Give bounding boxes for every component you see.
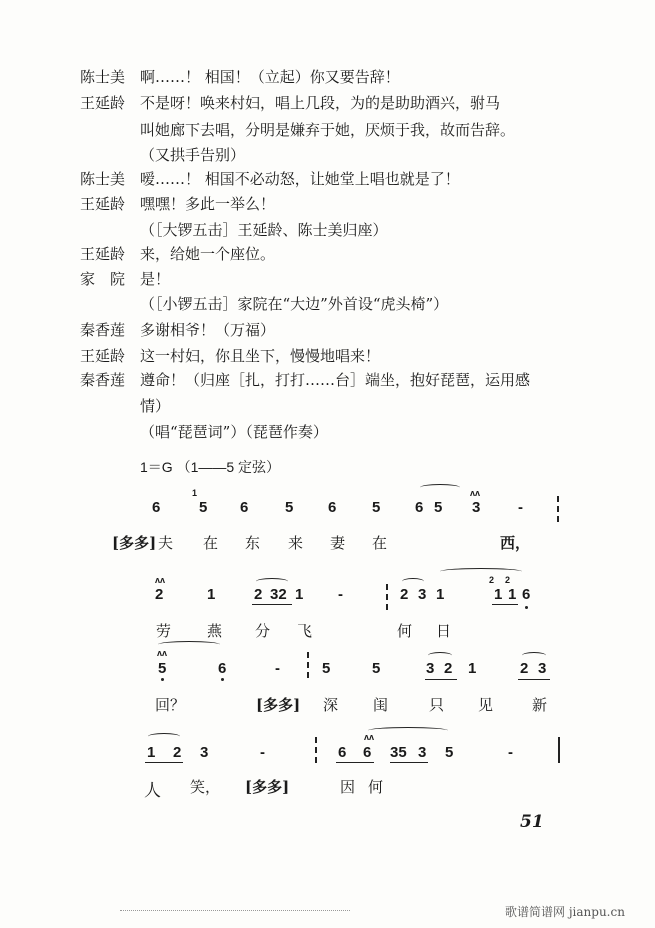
note: 2 (520, 660, 529, 677)
lyric: 来 (288, 534, 304, 552)
slur (522, 652, 546, 659)
speaker-name: 秦香莲 (80, 371, 126, 389)
lyric: 闺 (373, 696, 389, 714)
barline (558, 737, 560, 763)
barline (307, 652, 309, 678)
note: 2 (173, 744, 182, 761)
lyric: 夫 (158, 534, 174, 552)
low-octave-dot (161, 678, 164, 681)
dialogue-text: 嘿嘿！多此一举么！ (140, 195, 276, 213)
speaker-name: 王延龄 (80, 347, 126, 365)
lyric: 在 (372, 534, 388, 552)
speaker-name: 陈士美 (80, 170, 126, 188)
note: 35 (390, 744, 407, 761)
trill-mark: ʌʌ (157, 648, 168, 658)
slur (402, 578, 424, 585)
note: 3 (418, 586, 427, 603)
lyric: [多多] (112, 534, 157, 552)
dialogue-text: 嗳……！ 相国不必动怒，让她堂上唱也就是了！ (140, 170, 460, 188)
lyric: 日 (436, 622, 452, 640)
lyric: 何 (397, 622, 413, 640)
slur (158, 641, 220, 648)
note: 3 (200, 744, 209, 761)
note: 3 (472, 499, 481, 516)
dialogue-text: 遵命！（归座［扎，打打……台］端坐，抱好琵琶，运用感 (140, 371, 531, 389)
dialogue-text: （唱“琵琶词”）（琵琶作奏） (140, 423, 328, 441)
note: 6 (218, 660, 227, 677)
dialogue-text: （［小锣五击］家院在“大边”外首设“虎头椅”） (140, 295, 449, 313)
note: 2 (400, 586, 409, 603)
low-octave-dot (221, 678, 224, 681)
speaker-name: 王延龄 (80, 245, 126, 263)
dialogue-text: 多谢相爷！（万福） (140, 321, 276, 339)
note: 1 (436, 586, 445, 603)
dialogue-text: （又拱手告别） (140, 146, 246, 164)
underline (518, 679, 550, 680)
trill-mark: ʌʌ (470, 488, 481, 498)
dialogue-text: 叫她廊下去唱，分明是嫌弃于她，厌烦于我，故而告辞。 (140, 121, 516, 139)
underline (145, 762, 183, 763)
note: 2 (254, 586, 263, 603)
dash: - (260, 744, 265, 761)
speaker-name: 家 院 (80, 270, 126, 288)
dash: - (508, 744, 513, 761)
low-octave-dot (525, 606, 528, 609)
note: 6 (363, 744, 372, 761)
note: 3 (426, 660, 435, 677)
page-number: 51 (520, 812, 544, 832)
dash: - (518, 499, 523, 516)
trill-mark: ʌʌ (155, 575, 166, 585)
note: 1 (494, 586, 503, 603)
dialogue-text: 是！ (140, 270, 171, 288)
note: 5 (445, 744, 454, 761)
speaker-name: 王延龄 (80, 195, 126, 213)
lyric: 人 (144, 781, 161, 801)
barline (557, 496, 559, 522)
slur (420, 484, 460, 491)
dialogue-text: 这一村妇，你且坐下，慢慢地唱来！ (140, 347, 381, 365)
note: 2 (444, 660, 453, 677)
lyric: 回？ (155, 696, 186, 714)
scan-artifact (120, 910, 350, 911)
underline (336, 762, 374, 763)
slur (440, 568, 522, 575)
underline (425, 679, 457, 680)
speaker-name: 王延龄 (80, 94, 126, 112)
lyric: 何 (368, 778, 384, 796)
note: 6 (522, 586, 531, 603)
note: 1 (147, 744, 156, 761)
lyric: 笑， (190, 778, 221, 796)
watermark: 歌谱简谱网 jianpu.cn (505, 905, 625, 919)
slur (256, 578, 288, 585)
lyric: 分 (255, 622, 271, 640)
note: 5 (158, 660, 167, 677)
lyric: 西， (500, 534, 531, 552)
lyric: 飞 (297, 622, 313, 640)
barline (386, 584, 388, 610)
note: 2 (155, 586, 164, 603)
note: 32 (270, 586, 287, 603)
dialogue-text: 啊……！ 相国！（立起）你又要告辞！ (140, 68, 400, 86)
trill-mark: ʌʌ (364, 732, 375, 742)
lyric: 劳 (156, 622, 172, 640)
grace-note: 2 (489, 575, 495, 585)
note: 6 (415, 499, 424, 516)
lyric: 深 (323, 696, 339, 714)
dialogue-text: 来，给她一个座位。 (140, 245, 276, 263)
note: 6 (328, 499, 337, 516)
note: 6 (152, 499, 161, 516)
underline (252, 604, 292, 605)
lyric: 妻 (330, 534, 346, 552)
grace-note: 2 (505, 575, 511, 585)
note: 1 (508, 586, 517, 603)
grace-note: 1 (192, 488, 198, 498)
note: 6 (240, 499, 249, 516)
speaker-name: 陈士美 (80, 68, 126, 86)
underline (390, 762, 428, 763)
underline (492, 604, 518, 605)
lyric: 新 (532, 696, 548, 714)
slur (148, 733, 180, 740)
dash: - (275, 660, 280, 677)
key-signature: 1＝G （1——5 定弦） (140, 459, 281, 475)
slur (368, 727, 448, 734)
note: 1 (295, 586, 304, 603)
lyric: 在 (203, 534, 219, 552)
note: 5 (199, 499, 208, 516)
note: 1 (468, 660, 477, 677)
dialogue-text: 不是呀！唤来村妇，唱上几段，为的是助助酒兴，驸马 (140, 94, 501, 112)
note: 5 (322, 660, 331, 677)
speaker-name: 秦香莲 (80, 321, 126, 339)
lyric: 因 (340, 778, 356, 796)
lyric: 东 (245, 534, 261, 552)
lyric: 只 (429, 696, 445, 714)
dash: - (338, 586, 343, 603)
slur (428, 652, 452, 659)
note: 1 (207, 586, 216, 603)
barline (315, 737, 317, 763)
note: 5 (372, 660, 381, 677)
lyric: [多多] (256, 696, 301, 714)
dialogue-text: （［大锣五击］王延龄、陈士美归座） (140, 221, 388, 239)
note: 3 (418, 744, 427, 761)
lyric: 燕 (207, 622, 223, 640)
note: 6 (338, 744, 347, 761)
note: 5 (434, 499, 443, 516)
note: 5 (372, 499, 381, 516)
dialogue-text: 情） (140, 397, 171, 415)
lyric: [多多] (245, 778, 290, 796)
lyric: 见 (478, 696, 494, 714)
note: 3 (538, 660, 547, 677)
note: 5 (285, 499, 294, 516)
